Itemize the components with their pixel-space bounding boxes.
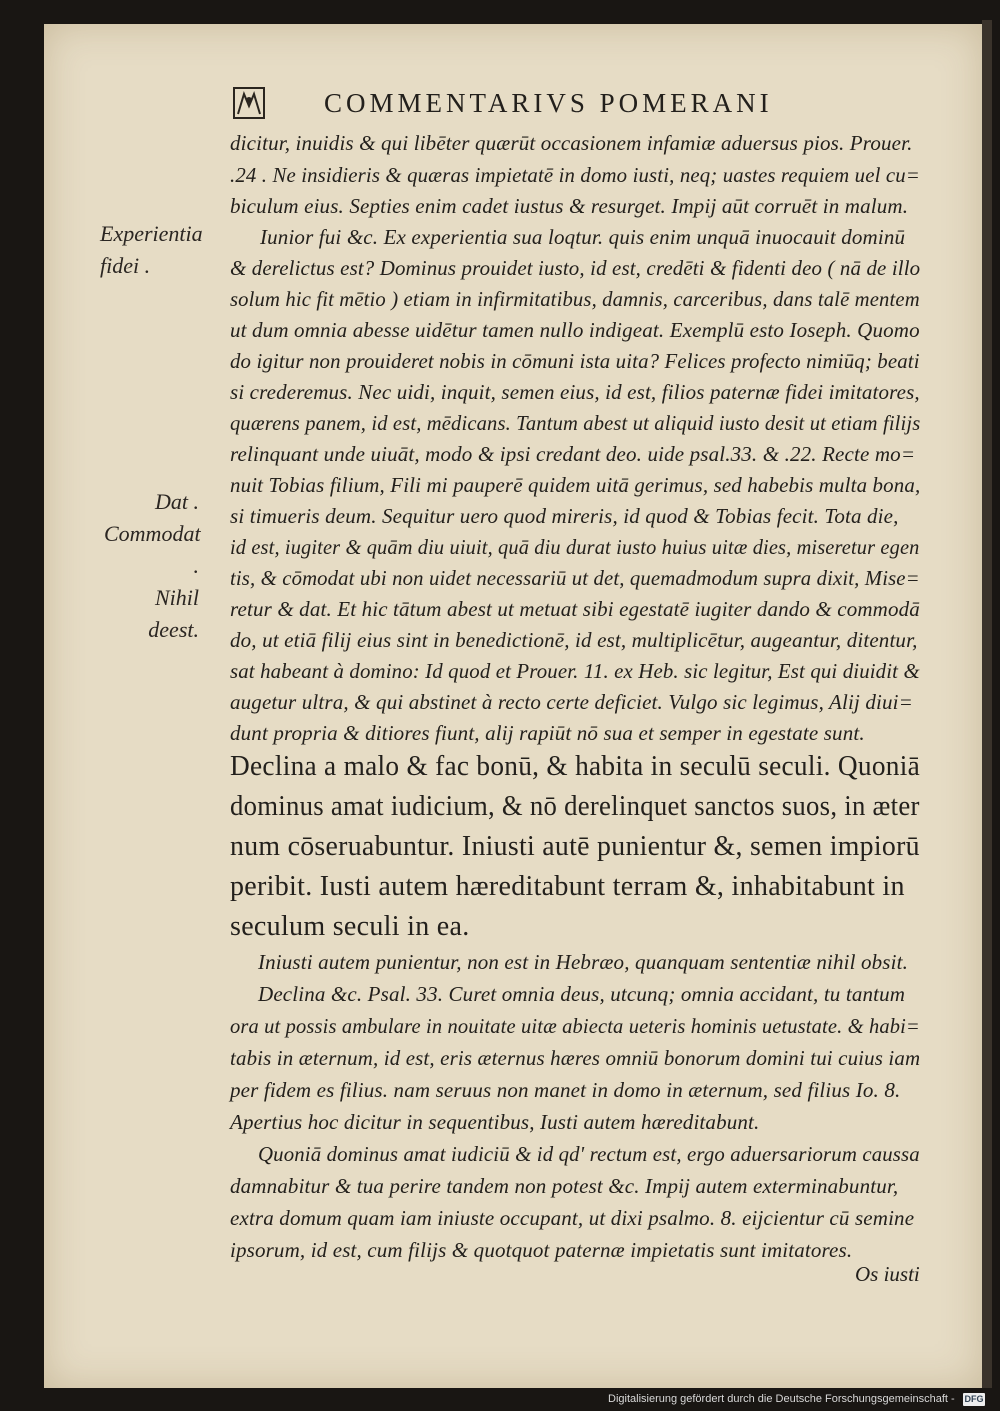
margin-note-line: Commodat . [104,521,201,578]
text-line: relinquant unde uiuāt, modo & ipsi credant deo. uide psal.33. & .22. Recte mo= [230,442,916,466]
psalm-line: dominus amat iudicium, & nō derelinquet sanctos suos, in æter [230,791,920,822]
text-line: & derelictus est? Dominus prouidet iusto, id est, credēti & fidenti deo ( nā de illo [230,256,921,280]
text-line: Apertius hoc dicitur in sequentibus, Iusti autem hæreditabunt. [230,1110,760,1134]
text-line: .24 . Ne insidieris & quæras impietatē in domo iusti, neq; uastes requiem uel cu= [230,163,920,187]
text-line: biculum eius. Septies enim cadet iustus & resurget. Impij aūt corruēt in malum. [230,194,909,218]
text-line: Iunior fui &c. Ex experientia sua loqtur. quis enim unquā inuocauit dominū [260,225,906,249]
text-line: do igitur non prouideret nobis in cōmuni ista uita? Felices profecto nimiūq; beati [230,349,920,373]
text-line: id est, iugiter & quām diu uiuit, quā diu durat iusto huius uitæ dies, miseretur egen [230,535,920,559]
text-line: retur & dat. Et hic tātum abest ut metuat sibi egestatē iugiter dando & commodā [230,597,920,621]
text-line: ut dum omnia abesse uidētur tamen nullo indigeat. Exemplū esto Ioseph. Quomo [230,318,920,342]
running-head: COMMENTARIVS POMERANI [324,88,773,118]
psalm-line: peribit. Iusti autem hæreditabunt terram &, inhabitabunt in [230,871,905,902]
margin-note-line: fidei . [100,253,151,278]
page-header [232,86,812,122]
text-line: si timueris deum. Sequitur uero quod mireris, id quod & Tobias fecit. Tota die, [230,504,899,528]
text-line: tis, & cōmodat ubi non uidet necessariū ut det, quemadmodum supra dixit, Mise= [230,566,920,590]
text-line: dicitur, inuidis & qui libēter quærūt occasionem infamiæ aduersus pios. Prouer. [230,131,913,155]
text-line: Iniusti autem punientur, non est in Hebræo, quanquam sententiæ nihil obsit. [258,950,908,974]
text-line: per fidem es filius. nam seruus non manet in domo in æternum, sed filius Io. 8. [230,1078,901,1102]
text-line: do, ut etiā filij eius sint in benedictionē, id est, multiplicētur, augeantur, ditentur, [230,628,918,652]
text-line: extra domum quam iam iniuste occupant, ut dixi psalmo. 8. eijcientur cū semine [230,1206,915,1230]
digitization-credit: Digitalisierung gefördert durch die Deutsche Forschungsgemeinschaft - [608,1393,955,1405]
text-line: ora ut possis ambulare in nouitate uitæ abiecta ueteris hominis uetustate. & habi= [230,1014,920,1038]
psalm-line: seculum seculi in ea. [230,911,470,942]
margin-note-experientia [100,218,203,282]
text-line: damnabitur & tua perire tandem non potest &c. Impij autem exterminabuntur, [230,1174,899,1198]
text-line: tabis in æternum, id est, eris æternus hæres omniū bonorum domini tui cuius iam [230,1046,921,1070]
text-line: augetur ultra, & qui abstinet à recto certe deficiet. Vulgo sic legimus, Alij diui= [230,690,913,714]
text-line: Quoniā dominus amat iudiciū & id qd' rectum est, ergo aduersariorum caussa [258,1142,920,1166]
margin-note-line: Experientia [100,221,203,246]
woodcut-ornament-icon [232,86,266,120]
psalm-line: Declina a malo & fac bonū, & habita in seculū seculi. Quoniā [230,751,920,782]
text-line: nuit Tobias filium, Fili mi pauperē quidem uitā gerimus, sed habebis multa bona, [230,473,921,497]
text-line: quærens panem, id est, mēdicans. Tantum abest ut aliquid iusto desit ut etiam filijs [230,411,921,435]
text-line: ipsorum, id est, cum filijs & quotquot paternæ impietatis sunt imitatores. [230,1238,853,1262]
text-line: sat habeant à domino: Id quod et Prouer. 11. ex Heb. sic legitur, Est qui diuidit & [230,659,920,683]
catchword: Os iusti [855,1262,920,1286]
text-line: si crederemus. Nec uidi, inquit, semen eius, id est, filios paternæ fidei imitatores, [230,380,920,404]
text-line: Declina &c. Psal. 33. Curet omnia deus, utcunq; omnia accidant, tu tantum [258,982,906,1006]
text-line: dunt propria & ditiores fiunt, alij rapiūt nō sua et semper in egestate sunt. [230,721,865,745]
page-edge [982,20,992,1388]
margin-note-dat [104,486,199,646]
psalm-line: num cōseruabuntur. Iniusti autē punientur &, semen impiorū [230,831,920,862]
margin-note-line: Dat . [155,489,199,514]
dfg-logo-icon: DFG [964,1394,984,1404]
text-line: solum hic fit mētio ) etiam in infirmitatibus, damnis, carceribus, dans talē mentem [230,287,920,311]
margin-note-line: Nihil deest. [148,585,199,642]
